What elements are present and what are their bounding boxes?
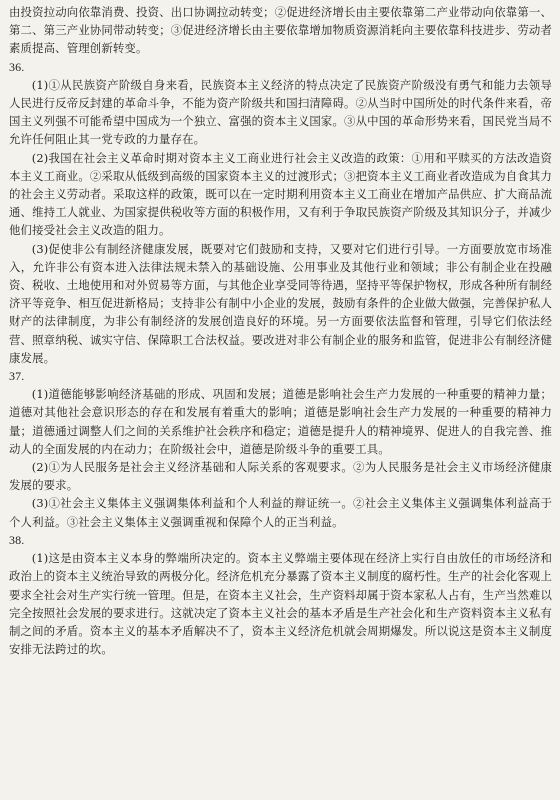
answer-paragraph: (1)①从民族资产阶级自身来看，民族资本主义经济的特点决定了民族资产阶级没有勇气和能力去领导人民进行反帝反封建的革命斗争，不能为资产阶级共和国扫清障碍。②从当时中国所处的时代条件来看，帝国主义列强不可能希望中国成为一个独立、富强的资本主义国家。③从中国的革命形势来看，国民党当局不允许任何阻止其一党专政的力量存在。 bbox=[9, 77, 552, 147]
answer-paragraph: (3)①社会主义集体主义强调集体利益和个人利益的辩证统一。②社会主义集体主义强调集体利益高于个人利益。③社会主义集体主义强调重视和保障个人的正当利益。 bbox=[9, 496, 552, 529]
answer-paragraph: (2)我国在社会主义革命时期对资本主义工商业进行社会主义改造的政策：①用和平赎买的方法改造资本主义工商业。②采取从低级到高级的国家资本主义的过渡形式；③把资本主义工商业者改造成为自食其力的社会主义劳动者。采取这样的政策，既可以在一定时期利用资本主义工商业在增加产品供应、扩大商品流通、维持工人就业、为国家提供税收等方面的积极作用，又有利于争取民族资产阶级及其知识分子，并减少他们接受社会主义改造的阻力。 bbox=[9, 150, 552, 238]
answer-paragraph: (3)促使非公有制经济健康发展，既要对它们鼓励和支持，又要对它们进行引导。一方面要放宽市场准入，允许非公有资本进入法律法规未禁入的基础设施、公用事业及其他行业和领域；非公有制企业在投融资、税收、土地使用和对外贸易等方面，与其他企业享受同等待遇，坚持平等保护物权，形成各种所有制经济平等竞争、相互促进新格局；支持非公有制中小企业的发展，鼓励有条件的企业做大做强，完善保护私人财产的法律制度，为非公有制经济的发展创造良好的环境。另一方面要依法监督和管理，引导它们依法经营、照章纳税、诚实守信、保障职工合法权益。要改进对非公有制企业的服务和监管，促进非公有制经济健康发展。 bbox=[9, 241, 552, 365]
answer-paragraph: (2)①为人民服务是社会主义经济基础和人际关系的客观要求。②为人民服务是社会主义市场经济健康发展的要求。 bbox=[9, 460, 552, 493]
question-number: 37. bbox=[9, 369, 25, 384]
question-number: 36. bbox=[9, 59, 25, 74]
answer-paragraph: 由投资拉动向依靠消费、投资、出口协调拉动转变；②促进经济增长由主要依靠第二产业带动向依靠第一、第二、第三产业协同带动转变；③促进经济增长由主要依靠增加物质资源消耗向主要依靠科技进步、劳动者素质提高、管理创新转变。 bbox=[9, 5, 552, 56]
answer-paragraph: (1)道德能够影响经济基础的形成、巩固和发展；道德是影响社会生产力发展的一种重要的精神力量；道德对其他社会意识形态的存在和发展有着重大的影响；道德是影响社会生产力发展的一种重要的精神力量；道德通过调整人们之间的关系维护社会秩序和稳定；道德是提升人的精神境界、促进人的自我完善、推动人的全面发展的内在动力；在阶级社会中，道德是阶级斗争的重要工具。 bbox=[9, 387, 552, 456]
question-number: 38. bbox=[9, 532, 25, 547]
answer-paragraph: (1)这是由资本主义本身的弊端所决定的。资本主义弊端主要体现在经济上实行自由放任的市场经济和政治上的资本主义统治导致的两极分化。经济危机充分暴露了资本主义制度的腐朽性。生产的社会化客观上要求全社会对生产实行统一管理。但是，在资本主义社会，生产资料却属于资本家私人占有，生产当然难以完全按照社会发展的要求进行。这就决定了资本主义社会的基本矛盾是生产社会化和生产资料资本主义私有制之间的矛盾。资本主义的基本矛盾解决不了，资本主义经济危机就会周期爆发。所以说这是资本主义制度安排无法跨过的坎。 bbox=[9, 551, 552, 657]
